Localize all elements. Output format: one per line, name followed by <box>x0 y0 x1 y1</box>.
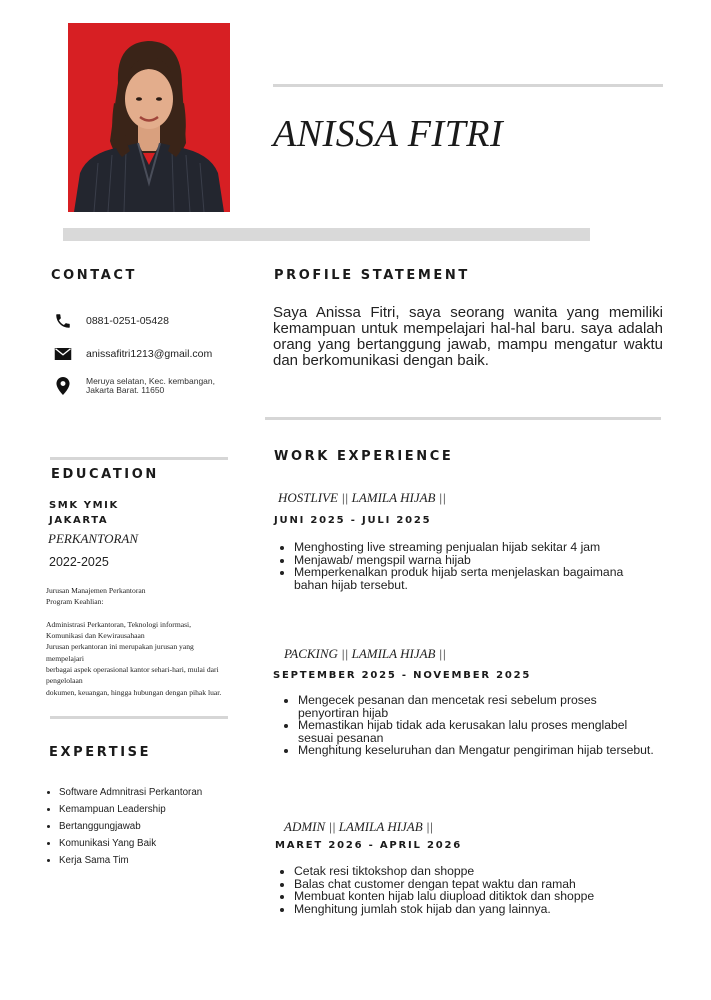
portrait-illustration <box>68 23 230 212</box>
job-duty: • Balas chat customer dengan tepat waktu dan ramah <box>294 878 654 891</box>
job-duty: • Menghitung jumlah stok hijab dan yang lainnya. <box>294 903 654 916</box>
work-heading: WORK EXPERIENCE <box>274 449 454 464</box>
job-duty: • Memperkenalkan produk hijab serta menjelaskan bagaimana bahan hijab tersebut. <box>294 566 654 591</box>
expertise-item: • Kemampuan Leadership <box>59 804 202 821</box>
edu-desc-line: berbagai aspek operasional kantor sehari-hari, mulai dari <box>46 665 219 675</box>
edu-desc-line <box>46 608 261 619</box>
address-line-1: Meruya selatan, Kec. kembangan, <box>86 376 215 386</box>
expertise-list <box>47 787 202 872</box>
expertise-top-rule <box>50 716 228 719</box>
job-title: ADMIN || LAMILA HIJAB || <box>284 819 434 834</box>
job-duty: • Memastikan hijab tidak ada kerusakan lalu proses menglabel sesuai pesanan <box>298 719 658 744</box>
school-name-line-2: JAKARTA <box>49 515 109 526</box>
expertise-item: • Komunikasi Yang Baik <box>59 838 202 855</box>
header-top-rule <box>273 84 663 87</box>
job-duty: • Membuat konten hijab lalu diupload ditiktok dan shoppe <box>294 890 654 903</box>
profile-heading: PROFILE STATEMENT <box>274 268 470 283</box>
profile-photo <box>68 23 230 212</box>
job-dates: SEPTEMBER 2025 - NOVEMBER 2025 <box>273 670 532 681</box>
edu-desc-line: Komunikasi dan Kewirausahaan <box>46 631 145 641</box>
edu-desc-line: Jurusan Manajemen Perkantoran <box>46 586 146 595</box>
location-pin-icon <box>52 377 74 395</box>
contact-email-row <box>52 345 252 363</box>
header-divider-bar <box>63 228 590 241</box>
expertise-heading: EXPERTISE <box>49 745 152 760</box>
job-title: HOSTLIVE || LAMILA HIJAB || <box>278 490 446 505</box>
profile-divider <box>265 417 661 420</box>
edu-desc-line: pengelolaan <box>46 676 83 686</box>
job-duty: • Menghitung keseluruhan dan Mengatur pengiriman hijab tersebut. <box>298 744 658 757</box>
contact-address <box>86 377 215 395</box>
education-description <box>46 585 261 698</box>
mail-icon <box>52 345 74 363</box>
contact-email: anissafitri1213@gmail.com <box>86 348 213 360</box>
job-duty: • Menjawab/ mengspil warna hijab <box>294 554 654 567</box>
edu-desc-line: Administrasi Perkantoran, Teknologi informasi, <box>46 619 192 629</box>
expertise-item: • Kerja Sama Tim <box>59 855 202 872</box>
education-major: PERKANTORAN <box>48 531 139 546</box>
education-heading: EDUCATION <box>51 467 159 482</box>
job-duty: • Menghosting live streaming penjualan hijab sekitar 4 jam <box>294 541 654 554</box>
edu-desc-line: Jurusan perkantoran ini merupakan jurusan yang <box>46 642 194 652</box>
phone-icon <box>52 312 74 330</box>
contact-heading: CONTACT <box>51 268 137 283</box>
expertise-item: • Bertanggungjawab <box>59 821 202 838</box>
candidate-name: ANISSA FITRI <box>273 113 504 155</box>
job-duty: • Cetak resi tiktokshop dan shoppe <box>294 865 654 878</box>
edu-desc-line: Program Keahlian: <box>46 597 104 607</box>
address-line-2: Jakarta Barat. 11650 <box>86 385 165 395</box>
education-top-rule <box>50 457 228 460</box>
job-dates: JUNI 2025 - JULI 2025 <box>274 515 432 526</box>
expertise-item: • Software Admnitrasi Perkantoran <box>59 787 202 804</box>
edu-desc-line: dokumen, keuangan, hingga hubungan dengan pihak luar. <box>46 687 222 697</box>
school-name-line-1: SMK YMIK <box>49 500 119 511</box>
job-duty: • Mengecek pesanan dan mencetak resi sebelum proses penyortiran hijab <box>298 694 658 719</box>
edu-desc-line: mempelajari <box>46 653 84 663</box>
contact-phone-row <box>52 312 252 330</box>
job-dates: MARET 2026 - APRIL 2026 <box>275 840 463 851</box>
job-duties <box>274 541 654 591</box>
profile-text: Saya Anissa Fitri, saya seorang wanita yang memiliki kemampuan untuk mempelajari hal-hal baru. saya adalah orang yang bertanggung jawab, mampu mengatur waktu dan berkomunikasi dengan baik. <box>273 304 663 369</box>
job-title: PACKING || LAMILA HIJAB || <box>284 646 446 661</box>
contact-phone: 0881-0251-05428 <box>86 315 169 327</box>
job-duties <box>274 865 654 915</box>
job-duties <box>278 694 658 757</box>
contact-address-row <box>52 377 252 395</box>
education-years: 2022-2025 <box>49 555 109 569</box>
